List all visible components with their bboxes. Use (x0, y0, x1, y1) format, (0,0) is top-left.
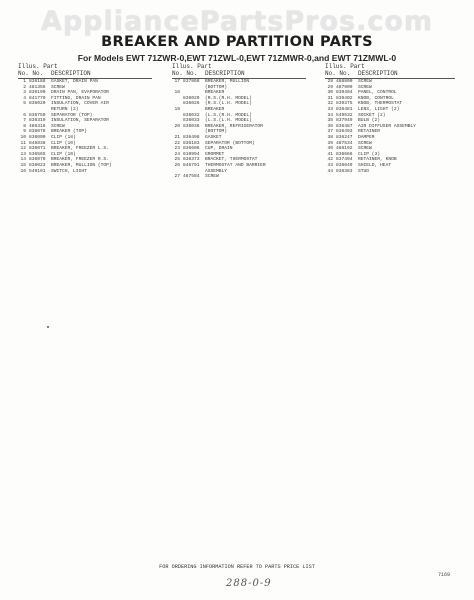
part-description: BRACKET, THERMOSTAT (205, 157, 258, 163)
part-description: (BOTTOM) (205, 129, 228, 135)
part-description: GROMMET (205, 151, 225, 157)
handwritten-note: 288-0-9 (226, 578, 272, 589)
part-no: 836032 (183, 112, 200, 118)
header-illus-part: Illus. Part (172, 63, 212, 70)
illus-no: 5 (23, 101, 26, 107)
part-no: 836493 (336, 129, 353, 135)
illus-no: 43 (327, 162, 333, 168)
illus-no: 26 (174, 162, 180, 168)
part-no: 846838 (29, 140, 46, 146)
part-no: 836033 (183, 118, 200, 124)
part-no: 487534 (336, 140, 353, 146)
part-no: 536565 (29, 151, 46, 157)
part-no: 836188 (29, 79, 46, 84)
part-no: 836036 (183, 123, 200, 129)
part-description: LENS, LIGHT (2) (358, 106, 400, 112)
part-no: 836078 (29, 129, 46, 135)
part-no: 488800 (336, 79, 353, 84)
part-no: 836383 (336, 168, 353, 174)
part-no: 549632 (336, 112, 353, 118)
part-no: 837868 (183, 79, 200, 84)
parts-column (172, 64, 312, 180)
part-description: PANEL, CONTROL (358, 90, 397, 96)
illus-no: 15 (20, 162, 26, 168)
part-no: 836481 (336, 106, 353, 112)
illus-no: 44 (327, 168, 333, 174)
part-no: 839375 (336, 101, 353, 107)
illus-no: 21 (174, 134, 180, 140)
part-no: 836606 (183, 146, 200, 152)
part-no: 836649 (336, 162, 353, 168)
part-no: 837949 (336, 118, 353, 124)
illus-no: 2 (23, 84, 26, 90)
part-no: 839404 (336, 90, 353, 96)
part-description: KNOB, THERMOSTAT (358, 101, 403, 107)
scan-speck (47, 326, 49, 328)
illus-no: 42 (327, 157, 333, 163)
part-description: BREAKER, MULLION (TOP) (51, 162, 112, 168)
part-no: 836750 (29, 112, 46, 118)
part-no: 836070 (29, 157, 46, 163)
header-illus-part: Illus. Part (18, 63, 58, 70)
part-description: (L.S.(L.H. MODEL) (205, 118, 252, 124)
part-no: 837494 (336, 157, 353, 163)
part-no: 836090 (29, 134, 46, 140)
column-header (325, 64, 461, 79)
part-description: BREAKER, REFRIGERATOR (205, 123, 263, 129)
illus-no: 41 (327, 151, 333, 157)
part-description: BREAKER (TOP) (51, 129, 87, 135)
illus-no: 7 (23, 118, 26, 124)
part-description: BREAKER, FREEZER R.S. (51, 157, 109, 163)
illus-no: 37 (327, 129, 333, 135)
illus-no: 8 (23, 123, 26, 129)
part-no: 839402 (336, 95, 353, 101)
part-description: (R.S.(R.H. MODEL) (205, 95, 252, 101)
illus-no: 20 (174, 123, 180, 129)
illus-no: 38 (327, 134, 333, 140)
part-description: GASKET, DRAIN PAN (51, 79, 98, 84)
illus-no: 17 (174, 79, 180, 84)
illus-no: 24 (174, 151, 180, 157)
part-description: SCREW (51, 123, 65, 129)
part-description: SOCKET (2) (358, 112, 386, 118)
part-no: 481356 (29, 84, 46, 90)
part-row (172, 174, 312, 180)
illus-no: 29 (327, 84, 333, 90)
part-no: 836190 (29, 90, 46, 96)
part-no: 488192 (336, 146, 353, 152)
illus-no: 27 (174, 174, 180, 180)
part-no: 836496 (183, 134, 200, 140)
part-description: BREAKER, FREEZER L.S. (51, 146, 109, 152)
part-no: 848791 (183, 162, 200, 168)
part-description: SCREW (358, 84, 372, 90)
illus-no: 31 (327, 95, 333, 101)
illus-no: 16 (20, 168, 26, 174)
part-no: 487584 (183, 174, 200, 180)
part-description: INSULATION, COVER AIR (51, 101, 109, 107)
part-description: CLIP (18) (51, 134, 76, 140)
header-numbers: No. No. DESCRIPTION (325, 70, 398, 77)
part-row (18, 169, 158, 175)
illus-no: 23 (174, 146, 180, 152)
parts-column (18, 64, 158, 174)
header-description: DESCRIPTION (205, 70, 245, 77)
part-description: RETAINER (358, 129, 381, 135)
part-description: GASKET (205, 134, 222, 140)
part-no: 836247 (336, 134, 353, 140)
part-description: AIR DIFFUSER ASSEMBLY (358, 123, 416, 129)
part-description: BREAKER (205, 106, 225, 112)
column-header (18, 64, 158, 79)
part-description: SHIELD, HEAT (358, 162, 392, 168)
part-description: SWITCH, LIGHT (51, 168, 87, 174)
part-description: BREAKER (205, 90, 225, 96)
illus-no: 1 (23, 79, 26, 84)
illus-no: 19 (174, 106, 180, 112)
illus-no: 35 (327, 118, 333, 124)
part-description: (L.S.(R.H. MODEL) (205, 112, 252, 118)
part-no: 836666 (336, 151, 353, 157)
illus-no: 25 (174, 157, 180, 163)
part-no: 836487 (336, 123, 353, 129)
illus-no: 40 (327, 146, 333, 152)
header-illus-part: Illus. Part (325, 63, 365, 70)
parts-column (325, 64, 461, 174)
part-description: CLIP (3) (358, 151, 381, 157)
part-description: BREAKER, MULLION (205, 79, 250, 84)
part-description: DAMPER (358, 134, 375, 140)
part-no: 836373 (183, 157, 200, 163)
part-description: RETAINER, KNOB (358, 157, 397, 163)
header-numbers: No. No. DESCRIPTION (18, 70, 91, 77)
illus-no: 6 (23, 112, 26, 118)
illus-no: 18 (174, 90, 180, 96)
part-description: BULB (2) (358, 118, 381, 124)
illus-no: 13 (20, 151, 26, 157)
part-description: DRAIN PAN, EVAPORATOR (51, 90, 109, 96)
illus-no: 22 (174, 140, 180, 146)
column-header (172, 64, 312, 79)
header-description: DESCRIPTION (51, 70, 91, 77)
part-description: INSULATION, SEPARATOR (51, 118, 109, 124)
illus-no: 33 (327, 106, 333, 112)
page-title: BREAKER AND PARTITION PARTS (101, 34, 373, 50)
illus-no: 32 (327, 101, 333, 107)
part-row (325, 169, 461, 175)
illus-no: 28 (327, 79, 333, 84)
part-description: THERMOSTAT AND BARRIER (205, 162, 266, 168)
illus-no: 3 (23, 90, 26, 96)
part-no: 487909 (336, 84, 353, 90)
header-numbers: No. No. DESCRIPTION (172, 70, 245, 77)
part-description: CLIP (10) (51, 151, 76, 157)
part-description: SCREW (205, 174, 219, 180)
illus-no: 10 (20, 134, 26, 140)
part-no: 836310 (29, 118, 46, 124)
models-subtitle: For Models EWT 71ZWR-0,EWT 71ZWL-0,EWT 71ZMWR-0,and EWT 71ZMWL-0 (77, 53, 397, 63)
illus-no: 4 (23, 95, 26, 101)
illus-no: 34 (327, 112, 333, 118)
part-no: 836029 (183, 95, 200, 101)
part-description: (BOTTOM) (205, 84, 228, 90)
illus-no: 12 (20, 146, 26, 152)
part-description: SCREW (51, 84, 65, 90)
illus-no: 14 (20, 157, 26, 163)
ordering-note: FOR ORDERING INFORMATION REFER TO PARTS PRICE LIST (159, 564, 315, 570)
part-description: STUD (358, 168, 370, 174)
part-description: CLIP (10) (51, 140, 76, 146)
part-no: 836023 (29, 162, 46, 168)
sheet-code: 7169 (438, 572, 451, 578)
illus-no: 30 (327, 90, 333, 96)
part-description: (R.S.(L.H. MODEL) (205, 101, 252, 107)
illus-no: 11 (20, 140, 26, 146)
part-description: SCREW (358, 140, 372, 146)
part-no: 836071 (29, 146, 46, 152)
part-no: 549191 (29, 168, 46, 174)
part-description: SEPARATOR (BOTTOM) (205, 140, 255, 146)
part-description: FITTING, DRAIN PAN (51, 95, 101, 101)
part-no: 486316 (29, 123, 46, 129)
part-no: 836026 (183, 101, 200, 107)
part-no: 836020 (29, 101, 46, 107)
part-description: SEPARATOR (TOP) (51, 112, 93, 118)
site-watermark: AppliancePartsPros.com (40, 6, 434, 37)
part-no: 610994 (183, 151, 200, 157)
illus-no: 39 (327, 140, 333, 146)
illus-no: 9 (23, 129, 26, 135)
part-description: KNOB, CONTROL (358, 95, 394, 101)
part-description: SCREW (358, 146, 372, 152)
part-description: RETURN (2) (51, 106, 79, 112)
parts-table (0, 64, 474, 364)
part-description: SCREW (358, 79, 372, 84)
header-description: DESCRIPTION (358, 70, 398, 77)
part-description: ASSEMBLY (205, 168, 228, 174)
illus-no: 36 (327, 123, 333, 129)
part-no: 841770 (29, 95, 46, 101)
part-description: CUP, DRAIN (205, 146, 233, 152)
part-no: 836183 (183, 140, 200, 146)
